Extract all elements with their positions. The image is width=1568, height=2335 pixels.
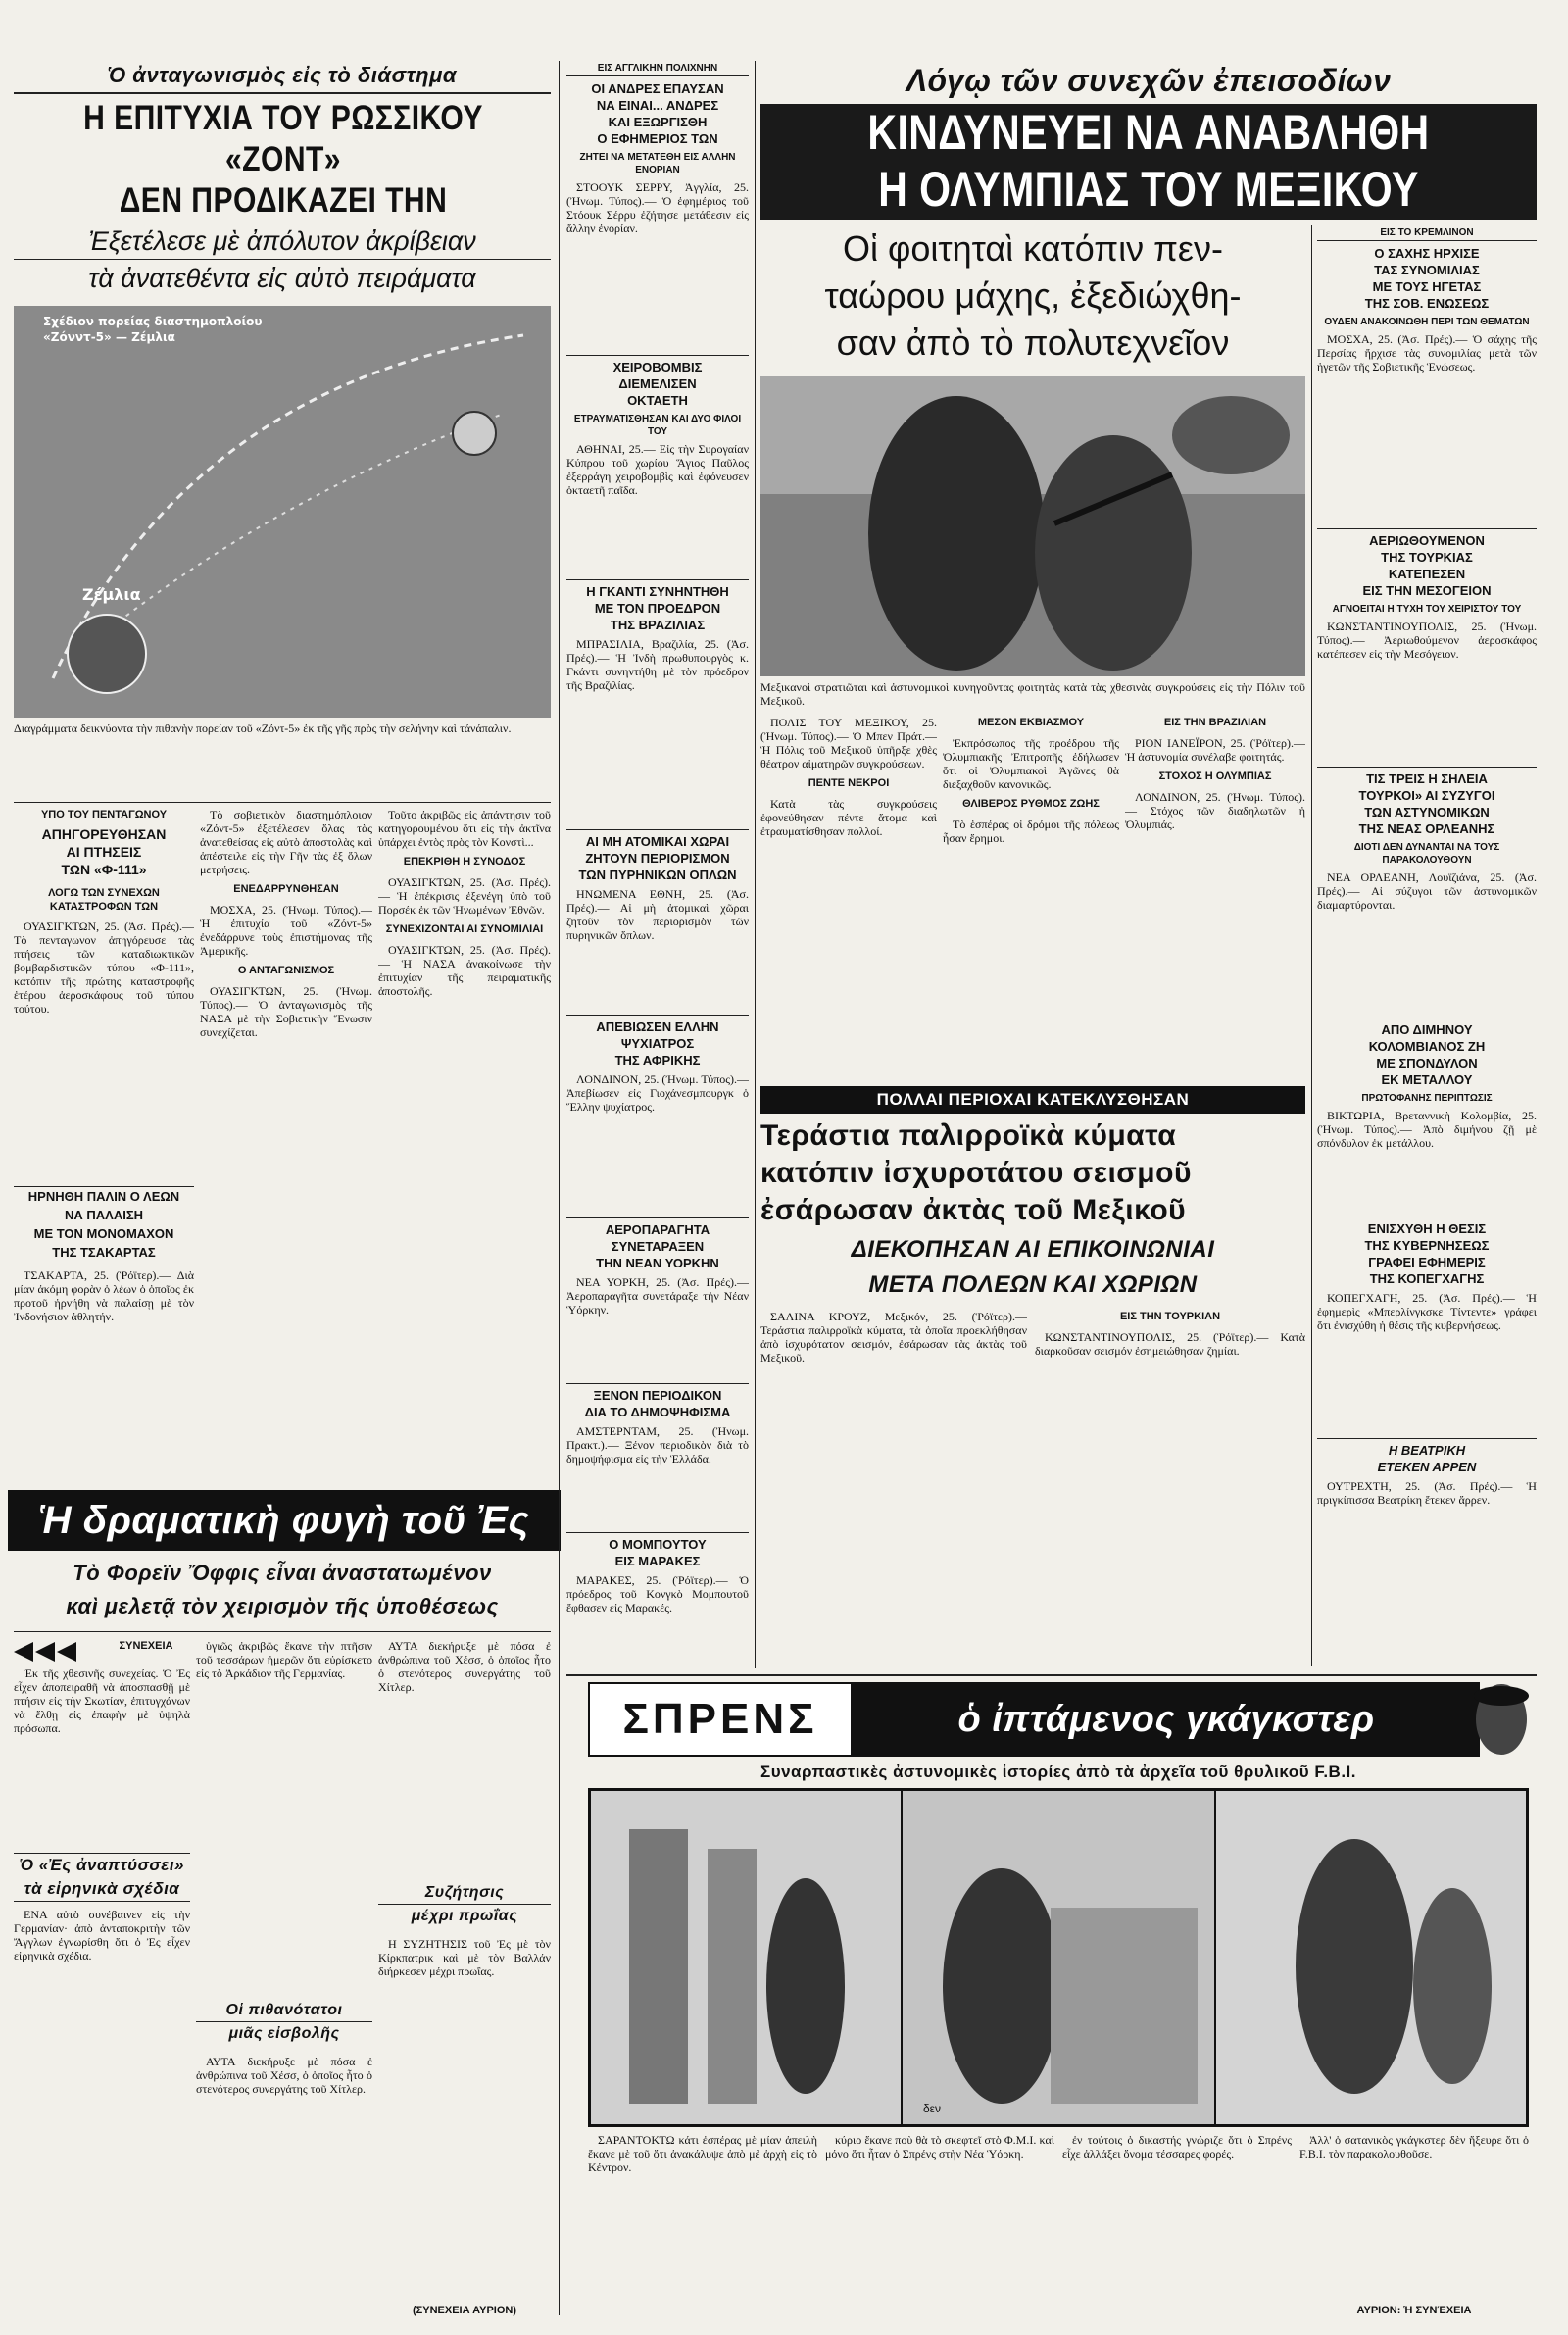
- right-brief-1-headline-line-4: ΤΗΣ ΣΟΒ. ΕΝΩΣΕΩΣ: [1364, 296, 1490, 311]
- brief-4-headline: [566, 829, 749, 883]
- ec-col1-bottom: [14, 1908, 190, 2319]
- brief-5-headline-line-1: ΑΠΕΒΙΩΣΕΝ ΕΛΛΗΝ: [596, 1019, 719, 1034]
- ec-col2-top: [196, 1639, 372, 1992]
- sprens-title: ΣΠΡΕΝΣ: [622, 1695, 818, 1743]
- sprens-sub: [588, 1761, 1529, 1784]
- mexico-col1: [760, 716, 937, 1078]
- right-brief-5-headline-line-3: ΓΡΑΦΕΙ ΕΦΗΜΕΡΙΣ: [1368, 1255, 1486, 1269]
- brief-8-headline-line-1: Ο ΜΟΜΠΟΥΤΟΥ: [609, 1537, 707, 1552]
- ec-col2-bottom: [196, 2055, 372, 2319]
- right-brief-1-sub: ΟΥΔΕΝ ΑΝΑΚΟΙΝΩΘΗ ΠΕΡΙ ΤΩΝ ΘΕΜΑΤΩΝ: [1324, 317, 1530, 327]
- mexico-col2: [943, 716, 1119, 1078]
- ec-italic-head-line-1: Ὁ «Ἐς ἀναπτύσσει»: [19, 1856, 185, 1874]
- mexico-col3: [1125, 716, 1305, 1078]
- earth-icon: [68, 615, 146, 693]
- right-brief-2-headline-line-1: ΑΕΡΙΩΘΟΥΜΕΝΟΝ: [1369, 533, 1485, 548]
- mexico-kicker-text: Λόγῳ τῶν συνεχῶν ἐπεισοδίων: [906, 63, 1392, 98]
- pentagon-sub: ΛΟΓΩ ΤΩΝ ΣΥΝΕΧΩΝ ΚΑΤΑΣΤΡΟΦΩΝ ΤΩΝ: [48, 887, 160, 913]
- flood-headline-line-1: Τεράστια παλιρροϊκὰ κύματα: [760, 1119, 1177, 1152]
- brief-3-headline-line-2: ΜΕ ΤΟΝ ΠΡΟΕΔΡΟΝ: [594, 601, 721, 616]
- brief-4-headline-line-1: ΑΙ ΜΗ ΑΤΟΜΙΚΑΙ ΧΩΡΑΙ: [585, 834, 730, 849]
- space-map-svg: [14, 306, 551, 718]
- sprens-col3: [1062, 2133, 1292, 2319]
- flood-body-1: ΣΑΛΙΝΑ ΚΡΟΥΖ, Μεξικόν, 25. (Ῥόϊτερ).— Τεράστια παλιρροϊκὰ κύματα, τὰ ὁποῖα προεκλήθησαν ἀπὸ ἰσχυρότατον σεισμόν, ἐσάρωσαν τὰς ἀκτὰς τοῦ Μεξικοῦ.: [760, 1310, 1027, 1365]
- zond-column-sub-1: ΕΝΕΔΑΡΡΥΝΘΗΣΑΝ: [233, 883, 339, 895]
- brief-6-headline-line-1: ΑΕΡΟΠΑΡΑΓΗΤΑ: [605, 1222, 710, 1237]
- mexico-sub-target: ΣΤΟΧΟΣ Η ΟΛΥΜΠΙΑΣ: [1158, 770, 1272, 782]
- mexico-deck-line-3: σαν ἀπὸ τὸ πολυτεχνεῖον: [836, 323, 1230, 363]
- brief-2-headline-line-1: ΧΕΙΡΟΒΟΜΒΙΣ: [612, 360, 703, 374]
- ec-deck-line-2: καὶ μελετᾷ τὸν χειρισμὸν τῆς ὑποθέσεως: [66, 1594, 499, 1618]
- brief-2-headline-line-3: ΟΚΤΑΕΤΗ: [627, 393, 688, 408]
- right-brief-2-body: ΚΩΝΣΤΑΝΤΙΝΟΥΠΟΛΙΣ, 25. (Ἠνωμ. Τύπος).— Ἀεριωθούμενον ἀεροσκάφος κατέπεσεν εἰς τὴν Μεσόγειον.: [1317, 620, 1537, 661]
- flood-headline: [760, 1118, 1305, 1229]
- sprens-body-3: ἐν τούτοις ὁ δικαστής γνώριζε ὅτι ὁ Σπρένς εἶχε ἀλλάξει ὄνομα τέσσαρες φορές.: [1062, 2133, 1292, 2161]
- ec-col1-top: [14, 1666, 190, 1843]
- pentagon-body: [14, 919, 194, 1174]
- lion-headline: [14, 1186, 194, 1265]
- ec-sub-2: [378, 1882, 551, 1931]
- mexico-caption: [760, 680, 1305, 710]
- sprens-col1: [588, 2133, 817, 2319]
- lion-headline-line-3: ΜΕ ΤΟΝ ΜΟΝΟΜΑΧΟΝ: [33, 1226, 174, 1241]
- nasa-column-text-2: ΟΥΑΣΙΓΚΤΩΝ, 25. (Ἀσ. Πρές).— Ἡ ἐπέκρισις ἐξενέγη ὑπὸ τοῦ Πορσέκ ἐκ τῶν Ἡνωμένων Ἐθνῶν.: [378, 875, 551, 917]
- mexico-sub-dead: ΠΕΝΤΕ ΝΕΚΡΟΙ: [808, 777, 890, 789]
- briefs-top-label: ΕΙΣ ΑΓΓΛΙΚΗΝ ΠΟΛΙΧΝΗΝ: [566, 61, 749, 76]
- brief-7-headline-line-1: ΞΕΝΟΝ ΠΕΡΙΟΔΙΚΟΝ: [593, 1388, 722, 1403]
- space-headline-line-2: ΔΕΝ ΠΡΟΔΙΚΑΖΕΙ ΤΗΝ: [119, 181, 448, 220]
- sprens-body-4: Ἀλλ' ὁ σατανικὸς γκάγκστερ δὲν ἤξευρε ὅτι ὁ F.B.I. τὸν παρακολουθοῦσε.: [1299, 2133, 1529, 2161]
- brief-5-headline-line-2: ΨΥΧΙΑΤΡΟΣ: [620, 1036, 695, 1051]
- lion-headline-line-2: ΝΑ ΠΑΛΑΙΣΗ: [64, 1208, 144, 1222]
- ec-deck: [14, 1557, 551, 1629]
- mexico-photo: [760, 376, 1305, 676]
- ec-body-4: ΑΥΤΑ διεκήρυξε μὲ πόσα ἐ ἀνθρώπινα τοῦ Χέσσ, ὁ ὁποῖος ἦτο ὁ στενότερος συνεργάτης τοῦ Χίτλερ.: [196, 2055, 372, 2096]
- ec-sub-2-line-1: Συζήτησις: [378, 1882, 551, 1905]
- right-brief-5-headline-line-1: ΕΝΙΣΧΥΘΗ Η ΘΕΣΙΣ: [1367, 1221, 1487, 1236]
- brief-8-body: ΜΑΡΑΚΕΣ, 25. (Ῥόϊτερ).— Ὁ πρόεδρος τοῦ Κονγκὸ Μομπουτοῦ ἔφθασεν εἰς Μαρακές.: [566, 1573, 749, 1615]
- mexico-deck-line-1: Οἱ φοιτηταὶ κατόπιν πεν-: [843, 228, 1223, 269]
- space-deck-line-1: Ἐξετέλεσε μὲ ἀπόλυτον ἀκρίβειαν: [14, 224, 551, 260]
- brief-2-body: ΑΘΗΝΑΙ, 25.— Εἰς τὴν Συρογαίαν Κύπρου τοῦ χωρίου Ἅγιος Παῦλος ἐξερράγη χειροβομβὶς καὶ ἐφόνευσεν ὀκταετῆ παῖδα.: [566, 442, 749, 497]
- right-brief-4-headline: [1317, 1018, 1537, 1088]
- ec-body-2: ΕΝΑ αὐτὸ συνέβαινεν εἰς τὴν Γερμανίαν· ἀπὸ ἀνταποκριτὴν τῶν Ἄγγλων ἐγνωρίσθη ὅτι ὁ Ἐς εἶχεν εἰρηνικὰ σχέδια.: [14, 1908, 190, 1962]
- flood-headline-line-2: κατόπιν ἰσχυροτάτου σεισμοῦ: [760, 1157, 1192, 1189]
- mexico-deck-line-2: ταώρου μάχης, ἐξεδιώχθη-: [824, 275, 1242, 316]
- right-brief-3-body: ΝΕΑ ΟΡΛΕΑΝΗ, Λουϊζιάνα, 25. (Ἀσ. Πρές).— Αἱ σύζυγοι τῶν ἀστυνομικῶν διαμαρτύρονται.: [1317, 870, 1537, 912]
- sprens-title-box: [588, 1682, 853, 1757]
- soldiers-photo-icon: [760, 376, 1305, 676]
- brief-2-headline: [566, 355, 749, 409]
- flood-sub: ΕΙΣ ΤΗΝ ΤΟΥΡΚΙΑΝ: [1119, 1311, 1221, 1322]
- pentagon-headline: [14, 825, 194, 884]
- brief-7-headline: [566, 1383, 749, 1420]
- brief-3-headline: [566, 579, 749, 633]
- zond-column: [200, 808, 372, 1484]
- mexico-body-6: Τὸ ἑσπέρας οἱ δρόμοι τῆς πόλεως ἦσαν ἔρημοι.: [943, 818, 1119, 845]
- brief-8-headline: [566, 1532, 749, 1569]
- right-brief-2-sub: ΑΓΝΟΕΙΤΑΙ Η ΤΥΧΗ ΤΟΥ ΧΕΙΡΙΣΤΟΥ ΤΟΥ: [1332, 604, 1522, 615]
- right-brief-3-headline-line-3: ΤΩΝ ΑΣΤΥΝΟΜΙΚΩΝ: [1364, 805, 1490, 820]
- nasa-column: [378, 808, 551, 1484]
- ec-headline: Ἡ δραματικὴ φυγὴ τοῦ Ἐς: [38, 1499, 530, 1542]
- ec-sub-2-line-2: μέχρι πρωΐας: [411, 1908, 518, 1924]
- flood-label: ΠΟΛΛΑΙ ΠΕΡΙΟΧΑΙ ΚΑΤΕΚΛΥΣΘΗΣΑΝ: [876, 1090, 1190, 1109]
- brief-5-headline-line-3: ΤΗΣ ΑΦΡΙΚΗΣ: [614, 1053, 701, 1068]
- pentagon-body-text: ΟΥΑΣΙΓΚΤΩΝ, 25. (Ἀσ. Πρές).— Τὸ πενταγωνον ἀπηγόρευσε τὰς πτήσεις τῶν καταδιωκτικῶν βομβαρδιστικῶν τύπου «Φ-111», κατόπιν τῆς πρώτης καταστροφῆς ἑτέρου ἀεροσκάφους τοῦ τύπου τούτου.: [14, 919, 194, 1016]
- pentagon-headline-line-2: ΑΙ ΠΤΗΣΕΙΣ: [66, 844, 142, 860]
- mexico-body-3: Κατὰ τὰς συγκρούσεις ἐφονεύθησαν πέντε ἄτομα καὶ ἐτραυματίσθησαν πολλοί.: [760, 797, 937, 838]
- sprens-col2: [825, 2133, 1054, 2319]
- ec-body-1: Ἐκ τῆς χθεσινῆς συνεχείας. Ὁ Ἐς εἶχεν ἀποπειραθῆ νὰ ἀποσπασθῇ μὲ πτήσιν εἰς τὴν Σκωτίαν, ἐπιτυγχάνων νὰ ἔλθῃ εἰς ἐπαφὴν μὲ ὑψηλὰ πρόσωπα.: [14, 1666, 190, 1735]
- brief-7-body: ΑΜΣΤΕΡΝΤΑΜ, 25. (Ἠνωμ. Πρακτ.).— Ξένον περιοδικὸν διὰ τὸ δημοψήφισμα εἰς τὴν Ἑλλάδα.: [566, 1424, 749, 1466]
- brief-6-body: ΝΕΑ ΥΟΡΚΗ, 25. (Ἀσ. Πρές).— Ἀεροπαραγῆτα συνετάραξε τὴν Νέαν Ὑόρκην.: [566, 1275, 749, 1317]
- brief-3-headline-line-3: ΤΗΣ ΒΡΑΖΙΛΙΑΣ: [610, 618, 706, 632]
- space-kicker-text: Ὁ ἀνταγωνισμὸς εἰς τὸ διάστημα: [108, 63, 457, 87]
- right-briefs-column: [1317, 225, 1537, 1666]
- mexico-body-1: ΠΟΛΙΣ ΤΟΥ ΜΕΞΙΚΟΥ, 25. (Ἠνωμ. Τύπος).— Ὁ Μπεν Πράτ.— Ἡ Πόλις τοῦ Μεξικοῦ ὑπῆρξε χθὲς θέατρον αἱματηρῶν συγκρούσεων.: [760, 716, 937, 770]
- moon-icon: [453, 412, 496, 455]
- sprens-body-1: ΣΑΡΑΝΤΟΚΤΩ κάτι ἐσπέρας μὲ μίαν ἀπειλὴ ἔκανε μὲ τοῦ ὅτι ἀνακάλυψε ἀπὸ μὲ ἀρχὴ εἰς τὸ Κέντρον.: [588, 2133, 817, 2174]
- zond-column-text-3: ΟΥΑΣΙΓΚΤΩΝ, 25. (Ἠνωμ. Τύπος).— Ὁ ἀνταγωνισμὸς τῆς ΝΑΣΑ μὲ τὴν Σοβιετικὴν Ἕνωσιν συνεχίζεται.: [200, 984, 372, 1039]
- right-brief-2-headline-line-4: ΕΙΣ ΤΗΝ ΜΕΣΟΓΕΙΟΝ: [1362, 583, 1492, 598]
- brief-1-sub: ΖΗΤΕΙ ΝΑ ΜΕΤΑΤΕΘΗ ΕΙΣ ΑΛΛΗΝ ΕΝΟΡΙΑΝ: [579, 152, 736, 175]
- brief-1-headline: [566, 80, 749, 147]
- ec-body-3: ὑγιῶς ἀκριβῶς ἔκανε τὴν πτῆσιν τοῦ τεσσάρων ἡμερῶν ὅτι εὐρίσκετο εἰς τὸ Ἀρκάδιον τῆς Γερμανίας.: [196, 1639, 372, 1680]
- brief-8-headline-line-2: ΕΙΣ ΜΑΡΑΚΕΣ: [614, 1554, 701, 1568]
- nasa-column-sub-1: ΕΠΕΚΡΙΘΗ Η ΣΥΝΟΔΟΣ: [403, 856, 526, 868]
- right-brief-4-sub: ΠΡΩΤΟΦΑΝΗΣ ΠΕΡΙΠΤΩΣΙΣ: [1361, 1093, 1493, 1104]
- flood-deck-line-1: ΔΙΕΚΟΠΗΣΑΝ ΑΙ ΕΠΙΚΟΙΝΩΝΙΑΙ: [760, 1233, 1305, 1267]
- sprens-body-2: κύριο ἔκανε ποὺ θὰ τὸ σκεφτεῖ στὸ Φ.Μ.Ι. καὶ μόνο ὅτι ἦταν ὁ Σπρένς στὴν Νέα Ὑόρκη.: [825, 2133, 1054, 2161]
- space-map-figure: [14, 306, 551, 718]
- brief-1-headline-line-4: Ο ΕΦΗΜΕΡΙΟΣ ΤΩΝ: [597, 131, 718, 146]
- brief-1-headline-line-3: ΚΑΙ ΕΞΩΡΓΙΣΘΗ: [608, 115, 708, 129]
- right-brief-label: ΕΙΣ ΤΟ ΚΡΕΜΛΙΝΟΝ: [1317, 225, 1537, 241]
- pentagon-headline-line-1: ΑΠΗΓΟΡΕΥΘΗΣΑΝ: [41, 826, 167, 842]
- brief-6-headline-line-2: ΣΥΝΕΤΑΡΑΞΕΝ: [611, 1239, 705, 1254]
- zond-column-text-2: ΜΟΣΧΑ, 25. (Ἠνωμ. Τύπος).— Ἡ ἐπιτυχία τοῦ «Ζόντ-5» ἐνεδάρρυνε τοὺς ἐπιστήμονας τῆς Ἀμερικῆς.: [200, 903, 372, 958]
- right-brief-1-headline-line-2: ΤΑΣ ΣΥΝΟΜΙΛΙΑΣ: [1374, 263, 1480, 277]
- mexico-body-5: ΛΟΝΔΙΝΟΝ, 25. (Ἠνωμ. Τύπος).— Στόχος τῶν διαδηλωτῶν ἡ Ὀλυμπιάς.: [1125, 790, 1305, 831]
- space-map-caption: [14, 721, 551, 800]
- space-deck-line-2: τὰ ἀνατεθέντα εἰς αὐτὸ πειράματα: [88, 264, 476, 293]
- ec-sub-1: [196, 2000, 372, 2049]
- space-headline: [8, 98, 559, 222]
- gangster-portrait: [1470, 1676, 1533, 1761]
- briefs-column: [566, 61, 749, 1668]
- right-brief-4-headline-line-2: ΚΟΛΟΜΒΙΑΝΟΣ ΖΗ: [1368, 1039, 1486, 1054]
- flood-body-right: [1035, 1310, 1305, 1666]
- ec-body-4-cont: ΑΥΤΑ διεκήρυξε μὲ πόσα ἐ ἀνθρώπινα τοῦ Χέσσ, ὁ ὁποῖος ἦτο ὁ στενότερος συνεργάτης τοῦ Χίτλερ.: [378, 1639, 551, 1694]
- lion-body-text: ΤΣΑΚΑΡΤΑ, 25. (Ῥόϊτερ).— Διὰ μίαν ἀκόμη φορὰν ὁ λέων ὁ ὁποῖος ἐκ προτοῦ ἠρνήθη νὰ παλαίσῃ μὲ τὸν Ἰνδονήσιον ἀθλητήν.: [14, 1268, 194, 1323]
- sprens-title-band: [853, 1682, 1480, 1757]
- right-brief-5-headline-line-4: ΤΗΣ ΚΟΠΕΓΧΑΓΗΣ: [1369, 1271, 1485, 1286]
- ec-sub-1-line-2: μιᾶς εἰσβολῆς: [228, 2025, 340, 2042]
- right-brief-3-headline-line-1: ΤΙΣ ΤΡΕΙΣ Η ΣΗΛΕΙΑ: [1366, 771, 1488, 786]
- space-headline-line-1: Η ΕΠΙΤΥΧΙΑ ΤΟΥ ΡΩΣΣΙΚΟΥ «ΖΟΝΤ»: [83, 99, 483, 178]
- brief-4-body: ΗΝΩΜΕΝΑ ΕΘΝΗ, 25. (Ἀσ. Πρές).— Αἱ μὴ ἀτομικαὶ χῶραι ζητοῦν τὸν περιορισμὸν τῶν πυρηνικῶν ὅπλων.: [566, 887, 749, 942]
- comic-panel-label: δεν: [923, 2102, 942, 2115]
- map-label: Σχέδιον πορείας διαστημοπλοίου «Ζόνντ-5» — Ζέμλια: [43, 315, 263, 344]
- pentagon-headline-line-3: ΤΩΝ «Φ-111»: [61, 862, 147, 877]
- ec-body-5: Η ΣΥΖΗΤΗΣΙΣ τοῦ Ἐς μὲ τὸν Κίρκπατρικ καὶ μὲ τὸν Βαλλάν διήρκεσεν μέχρι πρωΐας.: [378, 1937, 551, 1978]
- arrow-icon: [14, 1637, 98, 1666]
- space-map-caption-text: Διαγράμματα δεικνύοντα τὴν πιθανὴν πορείαν τοῦ «Ζόντ-5» ἐκ τῆς γῆς πρὸς τὴν σελήνην καὶ τάνάπαλιν.: [14, 721, 512, 735]
- right-brief-6-headline-line-1: Η ΒΕΑΤΡΙΚΗ: [1388, 1443, 1466, 1458]
- right-brief-5-body: ΚΟΠΕΓΧΑΓΗ, 25. (Ἀσ. Πρές).— Ἡ ἐφημερὶς «Μπερλίνγκσκε Τίντεντε» γράφει ὅτι ἐνισχύθη ἡ θέσις τῆς κυβερνήσεως.: [1317, 1291, 1537, 1332]
- gangster-face-icon: [1470, 1676, 1533, 1761]
- ec-col3-bottom: [378, 1937, 551, 2300]
- sprens-subtitle: ὁ ἰπτάμενος γκάγκστερ: [957, 1699, 1375, 1740]
- brief-2-sub: ΕΤΡΑΥΜΑΤΙΣΘΗΣΑΝ ΚΑΙ ΔΥΟ ΦΙΛΟΙ ΤΟΥ: [573, 414, 742, 437]
- ec-arrows: [14, 1637, 98, 1666]
- ec-sub-1-line-1: Οἱ πιθανότατοι: [196, 2000, 372, 2022]
- right-brief-1-headline: [1317, 245, 1537, 312]
- brief-5-headline: [566, 1015, 749, 1068]
- comic-panel-drawing: [590, 1790, 1527, 2125]
- mexico-headline-line-2: Η ΟΛΥΜΠΙΑΣ ΤΟΥ ΜΕΞΙΚΟΥ: [878, 162, 1419, 217]
- flood-headline-line-3: ἐσάρωσαν ἀκτὰς τοῦ Μεξικοῦ: [760, 1194, 1187, 1226]
- comic-panels: [588, 1788, 1529, 2127]
- brief-7-headline-line-2: ΔΙΑ ΤΟ ΔΗΜΟΨΗΦΙΣΜΑ: [584, 1405, 731, 1419]
- brief-3-headline-line-1: Η ΓΚΑΝΤΙ ΣΥΝΗΝΤΗΘΗ: [586, 584, 729, 599]
- right-brief-1-body: ΜΟΣΧΑ, 25. (Ἀσ. Πρές).— Ὁ σάχης τῆς Περσίας ἤρχισε τὰς συνομιλίας μετὰ τῶν ἡγετῶν τῆς Σοβιετικῆς Ἑνώσεως.: [1317, 332, 1537, 373]
- right-brief-5-headline: [1317, 1217, 1537, 1287]
- right-brief-6-headline-line-2: ΕΤΕΚΕΝ ΑΡΡΕΝ: [1377, 1460, 1477, 1474]
- flood-deck: [760, 1233, 1305, 1304]
- right-brief-6-body: ΟΥΤΡΕΧΤΗ, 25. (Ἀσ. Πρές).— Ἡ πριγκίπισσα Βεατρίκη ἔτεκεν ἄρρεν.: [1317, 1479, 1537, 1507]
- right-brief-4-headline-line-1: ΑΠΟ ΔΙΜΗΝΟΥ: [1381, 1022, 1473, 1037]
- mexico-sub-brazil: ΕΙΣ ΤΗΝ ΒΡΑΖΙΛΙΑΝ: [1163, 717, 1267, 728]
- mexico-kicker: [760, 61, 1537, 100]
- brief-2-headline-line-2: ΔΙΕΜΕΛΙΣΕΝ: [618, 376, 697, 391]
- brief-3-body: ΜΠΡΑΣΙΛΙΑ, Βραζιλία, 25. (Ἀσ. Πρές).— Ἡ Ἰνδὴ πρωθυπουργὸς κ. Γκάντι συνηντήθη μὲ τὸν πρόεδρον τῆς Βραζιλίας.: [566, 637, 749, 692]
- ec-italic-head: [14, 1853, 190, 1902]
- ec-sequel-label: ΣΥΝΕΧΕΙΑ: [119, 1640, 173, 1652]
- sprens-continue: ΑΥΡΙΟΝ: Ἡ ΣΥΝΈΧΕΙΑ: [1356, 2305, 1472, 2316]
- brief-1-body: ΣΤΟΟΥΚ ΣΕΡΡΥ, Ἀγγλία, 25. (Ἠνωμ. Τύπος).— Ὁ ἐφημέριος τοῦ Στόουκ Σέρρυ ἐζήτησε μετάθεσιν εἰς ἄλλην ἐνορίαν.: [566, 180, 749, 235]
- right-brief-5-headline-line-2: ΤΗΣ ΚΥΒΕΡΝΗΣΕΩΣ: [1364, 1238, 1490, 1253]
- lion-body: [14, 1268, 194, 1490]
- brief-6-headline: [566, 1217, 749, 1271]
- lion-headline-line-4: ΤΗΣ ΤΣΑΚΑΡΤΑΣ: [52, 1245, 156, 1260]
- right-brief-3-headline-line-2: ΤΟΥΡΚΟΙ» ΑΙ ΣΥΖΥΓΟΙ: [1358, 788, 1495, 803]
- brief-4-headline-line-3: ΤΩΝ ΠΥΡΗΝΙΚΩΝ ΟΠΛΩΝ: [578, 868, 737, 882]
- flood-label-band: [760, 1086, 1305, 1114]
- ec-headline-band: [8, 1490, 561, 1551]
- flood-body: [760, 1310, 1027, 1666]
- right-brief-2-headline-line-3: ΚΑΤΕΠΕΣΕΝ: [1388, 567, 1466, 581]
- brief-1-headline-line-2: ΝΑ ΕΙΝΑΙ... ΑΝΔΡΕΣ: [596, 98, 719, 113]
- ec-italic-head-line-2: τὰ εἰρηνικὰ σχέδια: [24, 1879, 180, 1898]
- right-brief-2-headline-line-2: ΤΗΣ ΤΟΥΡΚΙΑΣ: [1381, 550, 1473, 565]
- mexico-body-2: Ἐκπρόσωπος τῆς προέδρου τῆς Ὀλυμπιακῆς Ἐπιτροπῆς ἐδήλωσεν ὅτι οἱ Ὀλυμπιακοὶ Ἀγῶνες θὰ διεξαχθοῦν κανονικῶς.: [943, 736, 1119, 791]
- brief-5-body: ΛΟΝΔΙΝΟΝ, 25. (Ἠνωμ. Τύπος).— Ἀπεβίωσεν εἰς Γιοχάνεσμπουργκ ὁ Ἕλλην ψυχίατρος.: [566, 1072, 749, 1114]
- nasa-column-text-3: ΟΥΑΣΙΓΚΤΩΝ, 25. (Ἀσ. Πρές).— Ἡ ΝΑΣΑ ἀνακοίνωσε τὴν ἐπιτυχίαν τῆς πειραματικῆς ἀποστολῆς.: [378, 943, 551, 998]
- right-brief-3-headline-line-4: ΤΗΣ ΝΕΑΣ ΟΡΛΕΑΝΗΣ: [1358, 821, 1495, 836]
- brief-4-headline-line-2: ΖΗΤΟΥΝ ΠΕΡΙΟΡΙΣΜΟΝ: [585, 851, 730, 866]
- pentagon-label: ΥΠΟ ΤΟΥ ΠΕΝΤΑΓΩΝΟΥ: [40, 809, 168, 820]
- brief-1-headline-line-1: ΟΙ ΑΝΔΡΕΣ ΕΠΑΥΣΑΝ: [591, 81, 724, 96]
- sprens-col4: [1299, 2133, 1529, 2300]
- brief-6-headline-line-3: ΤΗΝ ΝΕΑΝ ΥΟΡΚΗΝ: [596, 1256, 719, 1270]
- nasa-column-text-1: Τοῦτο ἀκριβῶς εἰς ἀπάντησιν τοῦ κατηγορουμένου ὅτι εἰς τὴν ἀκτῖνα ὑπάρχει ἐντὸς πρὸς τὸν Κονστὶ...: [378, 808, 551, 849]
- zond-column-text-1: Τὸ σοβιετικὸν διαστημόπλοιον «Ζόντ-5» ἐξετέλεσεν ὅλας τὰς ἀνατεθείσας εἰς αὐτὸ ἀποστολὰς καὶ ἀπέστειλε εἰς τὴν Γῆν τὰς ἐξ ὅλων μετρήσεις.: [200, 808, 372, 876]
- right-brief-1-headline-line-1: Ο ΣΑΧΗΣ ΗΡΧΙΣΕ: [1374, 246, 1480, 261]
- mexico-body-4: ΡΙΟΝ ΙΑΝΕΪΡΟΝ, 25. (Ῥόϊτερ).— Ἡ ἀστυνομία συνέλαβε φοιτητάς.: [1125, 736, 1305, 764]
- mexico-sub-blackmail: ΜΕΣΟΝ ΕΚΒΙΑΣΜΟΥ: [977, 717, 1085, 728]
- right-brief-4-headline-line-4: ΕΚ ΜΕΤΑΛΛΟΥ: [1381, 1072, 1473, 1087]
- ec-deck-line-1: Τὸ Φορεϊν Ὄφφις εἶναι ἀναστατωμένον: [73, 1561, 492, 1585]
- space-kicker: [14, 61, 551, 90]
- mexico-deck: [760, 225, 1305, 373]
- space-deck: [14, 224, 551, 300]
- right-brief-4-headline-line-3: ΜΕ ΣΠΟΝΔΥΛΟΝ: [1376, 1056, 1478, 1070]
- flood-deck-line-2: ΜΕΤΑ ΠΟΛΕΩΝ ΚΑΙ ΧΩΡΙΩΝ: [868, 1271, 1198, 1298]
- earth-label: Ζέμλια: [82, 585, 141, 604]
- nasa-column-sub-2: ΣΥΝΕΧΙΖΟΝΤΑΙ ΑΙ ΣΥΝΟΜΙΛΙΑΙ: [385, 923, 544, 935]
- right-brief-3-headline: [1317, 767, 1537, 837]
- right-brief-1-headline-line-3: ΜΕ ΤΟΥΣ ΗΓΕΤΑΣ: [1372, 279, 1482, 294]
- mexico-caption-text: Μεξικανοὶ στρατιῶται καὶ ἀστυνομικοὶ κυνηγοῦντας φοιτητὰς κατὰ τὰς χθεσινὰς συγκρούσεις εἰς τὴν Πόλιν τοῦ Μεξικοῦ.: [760, 680, 1305, 708]
- lion-headline-line-1: ΗΡΝΗΘΗ ΠΑΛΙΝ Ο ΛΕΩΝ: [27, 1189, 180, 1204]
- sprens-sub-text: Συναρπαστικὲς ἀστυνομικὲς ἱστορίες ἀπὸ τὰ ἀρχεῖα τοῦ θρυλικοῦ F.B.I.: [760, 1763, 1356, 1781]
- right-brief-4-body: ΒΙΚΤΩΡΙΑ, Βρεταννικὴ Κολομβία, 25. (Ἠνωμ. Τύπος).— Ἀπὸ διμήνου ζῇ μὲ σπόνδυλον ἐκ μετάλλου.: [1317, 1109, 1537, 1150]
- flood-body-2: ΚΩΝΣΤΑΝΤΙΝΟΥΠΟΛΙΣ, 25. (Ῥόϊτερ).— Κατὰ διαρκοῦσαν σεισμόν ἐσημειώθησαν ζημίαι.: [1035, 1330, 1305, 1358]
- mexico-headline-band: [760, 104, 1537, 220]
- mexico-sub-rhythm: ΘΛΙΒΕΡΟΣ ΡΥΘΜΟΣ ΖΩΗΣ: [962, 798, 1100, 810]
- mexico-headline-line-1: ΚΙΝΔΥΝΕΥΕΙ ΝΑ ΑΝΑΒΛΗΘΗ: [867, 105, 1430, 160]
- right-brief-6-headline: [1317, 1438, 1537, 1475]
- zond-column-sub-2: Ο ΑΝΤΑΓΩΝΙΣΜΟΣ: [237, 965, 335, 976]
- ec-continue: (ΣΥΝΕΧΕΙΑ ΑΥΡΙΟΝ): [412, 2305, 517, 2316]
- right-brief-2-headline: [1317, 528, 1537, 599]
- right-brief-3-sub: ΔΙΟΤΙ ΔΕΝ ΔΥΝΑΝΤΑΙ ΝΑ ΤΟΥΣ ΠΑΡΑΚΟΛΟΥΘΟΥΝ: [1353, 842, 1500, 866]
